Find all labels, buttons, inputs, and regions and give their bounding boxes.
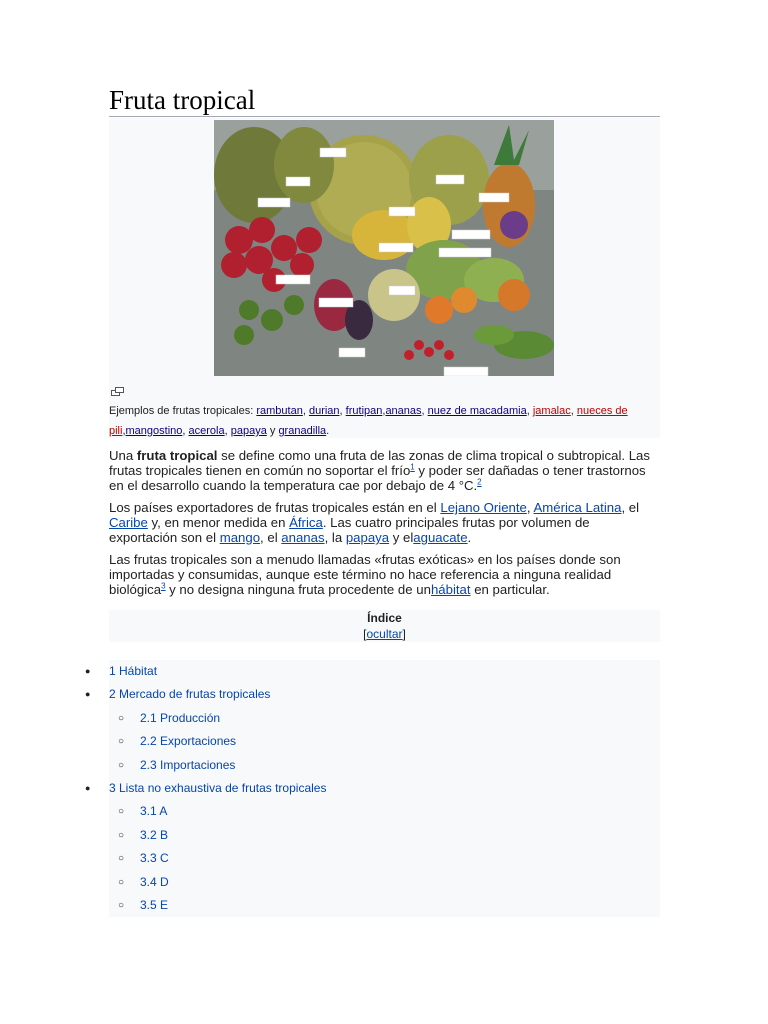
toc-item[interactable] (109, 894, 660, 917)
toc-item[interactable] (109, 730, 660, 753)
toc-item-label[interactable]: 2.1 Producción (140, 710, 221, 725)
toc-item[interactable] (109, 847, 660, 870)
dot-bullet-icon: ● (85, 689, 91, 700)
dot-bullet-icon: ● (85, 782, 91, 793)
dot-bullet-icon: ● (85, 666, 91, 676)
toc-item-label[interactable]: 2 Mercado de frutas tropicales (109, 687, 271, 702)
circle-bullet-icon: ○ (118, 853, 125, 865)
title-divider (109, 116, 660, 117)
toc-item-label[interactable]: 3.1 A (140, 804, 168, 819)
toc-item[interactable] (109, 871, 660, 894)
intro-section (109, 448, 654, 604)
image-caption: Ejemplos de frutas tropicales: rambutan, durian, frutipan,ananas, nuez de macadamia, jamalac, nueces de pili,mangostino, acerola, papaya y granadilla. (109, 405, 628, 437)
toc-toggle-link[interactable]: ocultar (366, 627, 403, 641)
toc-item[interactable] (85, 660, 660, 683)
link-acerola[interactable]: acerola (188, 425, 225, 437)
link-mangostino[interactable]: mangostino (125, 425, 183, 437)
circle-bullet-icon: ○ (118, 876, 125, 888)
toc-item[interactable] (109, 754, 660, 777)
toc-item-label[interactable]: 3.5 E (140, 897, 169, 912)
link-ananas-text[interactable]: ananas (281, 530, 325, 545)
link-rambutan[interactable]: rambutan (256, 405, 303, 417)
circle-bullet-icon: ○ (118, 759, 125, 771)
link-lejano-oriente[interactable]: Lejano Oriente (440, 500, 527, 515)
toc-title: Índice (367, 611, 402, 625)
toc-item[interactable] (109, 800, 660, 823)
paragraph-3: Las frutas tropicales son a menudo llamadas «frutas exóticas» en los países donde son importadas y consumidas, aunque este término no hace referencia a ninguna realidad biológica$^3$ y no designa ninguna fruta procedente de unhábitat en particular. (109, 552, 621, 597)
toc-list (85, 660, 660, 917)
toc-item[interactable] (109, 707, 660, 730)
link-mango[interactable]: mango (219, 530, 261, 545)
toc-item[interactable] (109, 824, 660, 847)
link-nuez-de-macadamia[interactable]: nuez de macadamia (427, 405, 527, 417)
link-africa[interactable]: África (289, 515, 323, 530)
link-durian[interactable]: durian (308, 405, 340, 417)
circle-bullet-icon: ○ (118, 829, 125, 841)
link-nueces-de-pili[interactable]: nueces de pili (109, 405, 628, 437)
link-papaya[interactable]: papaya (230, 425, 267, 437)
link-caribe[interactable]: Caribe (109, 515, 148, 530)
image-thumbnail (109, 118, 660, 438)
magnify-icon[interactable] (111, 387, 124, 396)
link-habitat[interactable]: hábitat (430, 582, 471, 597)
ref-3[interactable]: 3 (161, 581, 166, 591)
toc-header: Índice [ocultar] (109, 610, 660, 642)
ref-2[interactable]: 2 (477, 477, 482, 487)
link-papaya-text[interactable]: papaya (345, 530, 390, 545)
paragraph-1: Una fruta tropical se define como una fruta de las zonas de clima tropical o subtropical. Las frutas tropicales tienen en común no soportar el frío$^1$ y poder ser dañadas o tener trastornos en el desarrollo cuando la temperatura cae por debajo de 4 °C.$^2$ (109, 448, 650, 493)
circle-bullet-icon: ○ (118, 899, 125, 911)
toc-item-label[interactable]: 1 Hábitat (109, 664, 158, 678)
link-frutipan[interactable]: frutipan (345, 405, 383, 417)
link-ananas[interactable]: ananas (385, 405, 422, 417)
link-aguacate[interactable]: aguacate (413, 530, 468, 545)
toc-item-label[interactable]: 3.3 C (140, 851, 169, 866)
ref-1[interactable]: 1 (410, 462, 415, 472)
toc-item-label[interactable]: 2.3 Importaciones (140, 757, 236, 772)
paragraph-2: Los países exportadores de frutas tropicales están en el Lejano Oriente, América Latina, el Caribe y, en menor medida en África. Las cuatro principales frutas por volumen de exportación son el mango, el ananas, la papaya y elaguacate. (109, 500, 640, 545)
page-title: Fruta tropical (109, 85, 256, 115)
toc-item-label[interactable]: 3 Lista no exhaustiva de frutas tropicales (109, 780, 327, 795)
toc-item-label[interactable]: 3.2 B (140, 827, 169, 842)
link-jamalac[interactable]: jamalac (532, 405, 571, 417)
fruit-illustration (214, 120, 554, 376)
circle-bullet-icon: ○ (118, 712, 125, 724)
toc-item-label[interactable]: 2.2 Exportaciones (140, 734, 237, 749)
toc-item-label[interactable]: 3.4 D (140, 874, 169, 889)
circle-bullet-icon: ○ (118, 806, 125, 818)
toc-item[interactable] (85, 683, 660, 706)
link-america-latina[interactable]: América Latina (533, 500, 622, 515)
circle-bullet-icon: ○ (118, 736, 125, 748)
toc-item[interactable] (85, 777, 660, 800)
tropical-fruits-photo[interactable] (214, 120, 554, 376)
link-granadilla[interactable]: granadilla (278, 425, 327, 437)
